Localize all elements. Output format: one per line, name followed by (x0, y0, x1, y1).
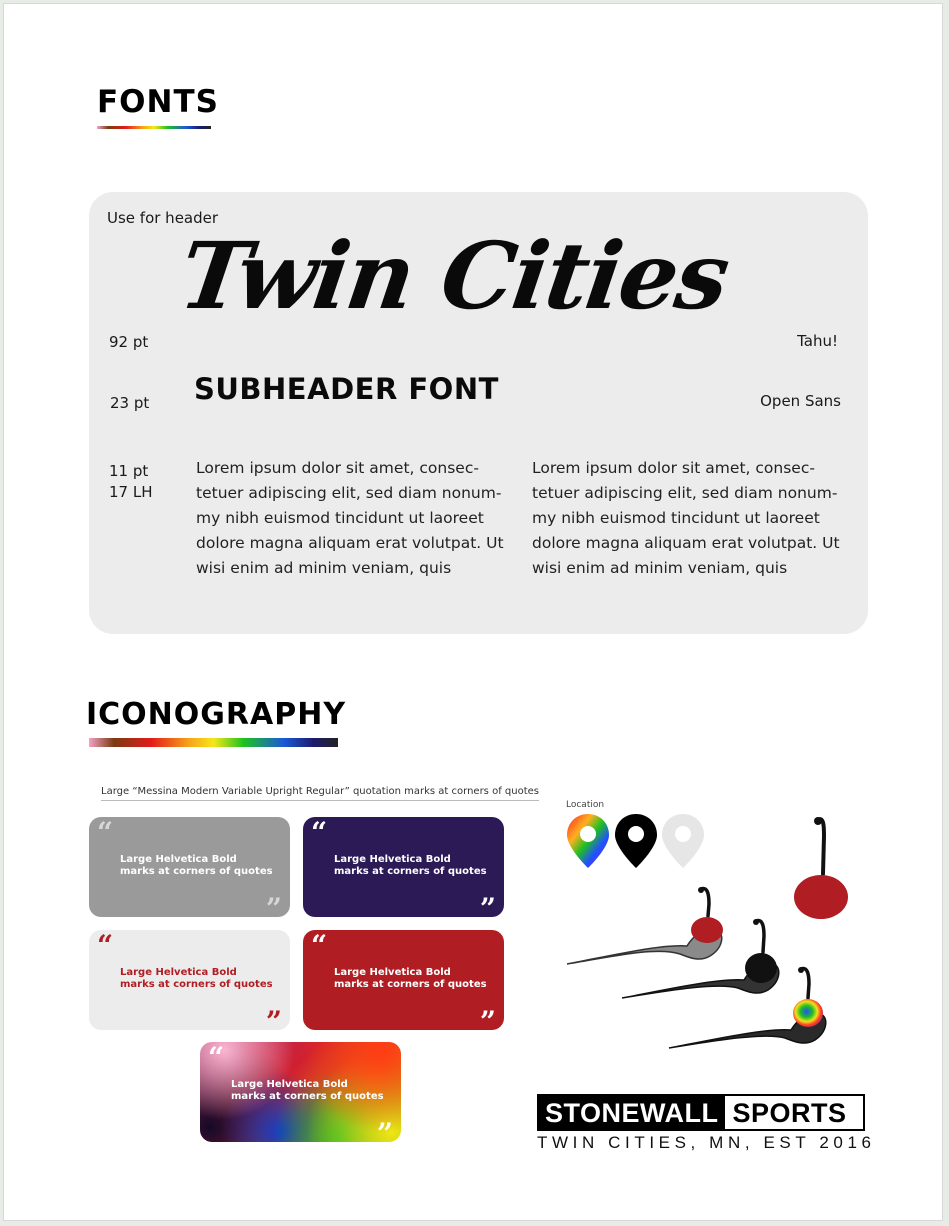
fonts-rainbow-underline (97, 126, 211, 129)
quote-text (120, 967, 280, 991)
logo-wordmark (537, 1094, 865, 1131)
close-quote-mark: ” (479, 892, 496, 917)
open-quote-mark: “ (311, 817, 328, 849)
quote-box-red (303, 930, 504, 1030)
quote-box-purple (303, 817, 504, 917)
quote-box-light (89, 930, 290, 1030)
header-note: Use for header (107, 209, 219, 227)
body-text-column-1: Lorem ipsum dolor sit amet, consec-tetuer adipiscing elit, sed diam nonum-my nibh euismod tincidunt ut laoreet dolore magna aliquam erat volutpat. Ut wisi enim ad minim veniam, quis (196, 459, 504, 577)
quote-line-1: Large Helvetica Bold (231, 1079, 348, 1090)
subheader-font-sample: SUBHEADER FONT (194, 372, 499, 406)
location-label: Location (566, 800, 605, 810)
quote-line-1: Large Helvetica Bold (120, 854, 237, 865)
body-text-column-2: Lorem ipsum dolor sit amet, consec-tetuer adipiscing elit, sed diam nonum-my nibh euismod tincidunt ut laoreet dolore magna aliquam erat volutpat. Ut wisi enim ad minim veniam, quis (532, 459, 840, 577)
subheader-size: 23 pt (110, 394, 150, 412)
quote-line-2: marks at corners of quotes (231, 1091, 384, 1102)
stonewall-sports-logo (537, 1094, 876, 1153)
quote-line-2: marks at corners of quotes (334, 866, 487, 877)
quote-line-1: Large Helvetica Bold (120, 967, 237, 978)
fonts-title: FONTS (97, 84, 219, 120)
body-leading: 17 LH (109, 483, 153, 501)
quote-box-rainbow (200, 1042, 401, 1142)
logo-left-word: STONEWALL (539, 1096, 725, 1129)
quote-text (334, 854, 494, 878)
quote-text (120, 854, 280, 878)
quote-text (231, 1079, 391, 1103)
body-size: 11 pt (109, 462, 149, 480)
open-quote-mark: “ (97, 930, 114, 962)
header-font-sample: Twin Cities (173, 222, 734, 330)
quote-line-2: marks at corners of quotes (120, 866, 273, 877)
close-quote-mark: ” (265, 1005, 282, 1030)
cherry-icon (790, 814, 852, 922)
open-quote-mark: “ (311, 930, 328, 962)
quote-line-1: Large Helvetica Bold (334, 967, 451, 978)
close-quote-mark: ” (265, 892, 282, 917)
iconography-rainbow-underline (89, 738, 338, 747)
logo-tagline: TWIN CITIES, MN, EST 2016 (537, 1133, 876, 1152)
quote-line-2: marks at corners of quotes (334, 979, 487, 990)
logo-right-word: SPORTS (732, 1098, 847, 1128)
header-size: 92 pt (109, 333, 149, 351)
close-quote-mark: ” (376, 1117, 393, 1142)
quote-text (334, 967, 494, 991)
quote-line-2: marks at corners of quotes (120, 979, 273, 990)
open-quote-mark: “ (208, 1042, 225, 1074)
spoon-cherry-rainbow-icon (667, 966, 837, 1056)
close-quote-mark: ” (479, 1005, 496, 1030)
subheader-font-name: Open Sans (760, 392, 841, 410)
quote-line-1: Large Helvetica Bold (334, 854, 451, 865)
header-font-name: Tahu! (797, 332, 838, 350)
open-quote-mark: “ (97, 817, 114, 849)
font-specimen-card (89, 192, 868, 634)
iconography-title: ICONOGRAPHY (86, 697, 347, 732)
style-guide-page (3, 3, 943, 1221)
location-pin-rainbow-icon (565, 812, 611, 870)
quote-box-gray (89, 817, 290, 917)
location-pin-light-icon (660, 812, 706, 870)
quote-caption: Large “Messina Modern Variable Upright Regular” quotation marks at corners of quotes (101, 786, 539, 801)
location-pin-black-icon (613, 812, 659, 870)
